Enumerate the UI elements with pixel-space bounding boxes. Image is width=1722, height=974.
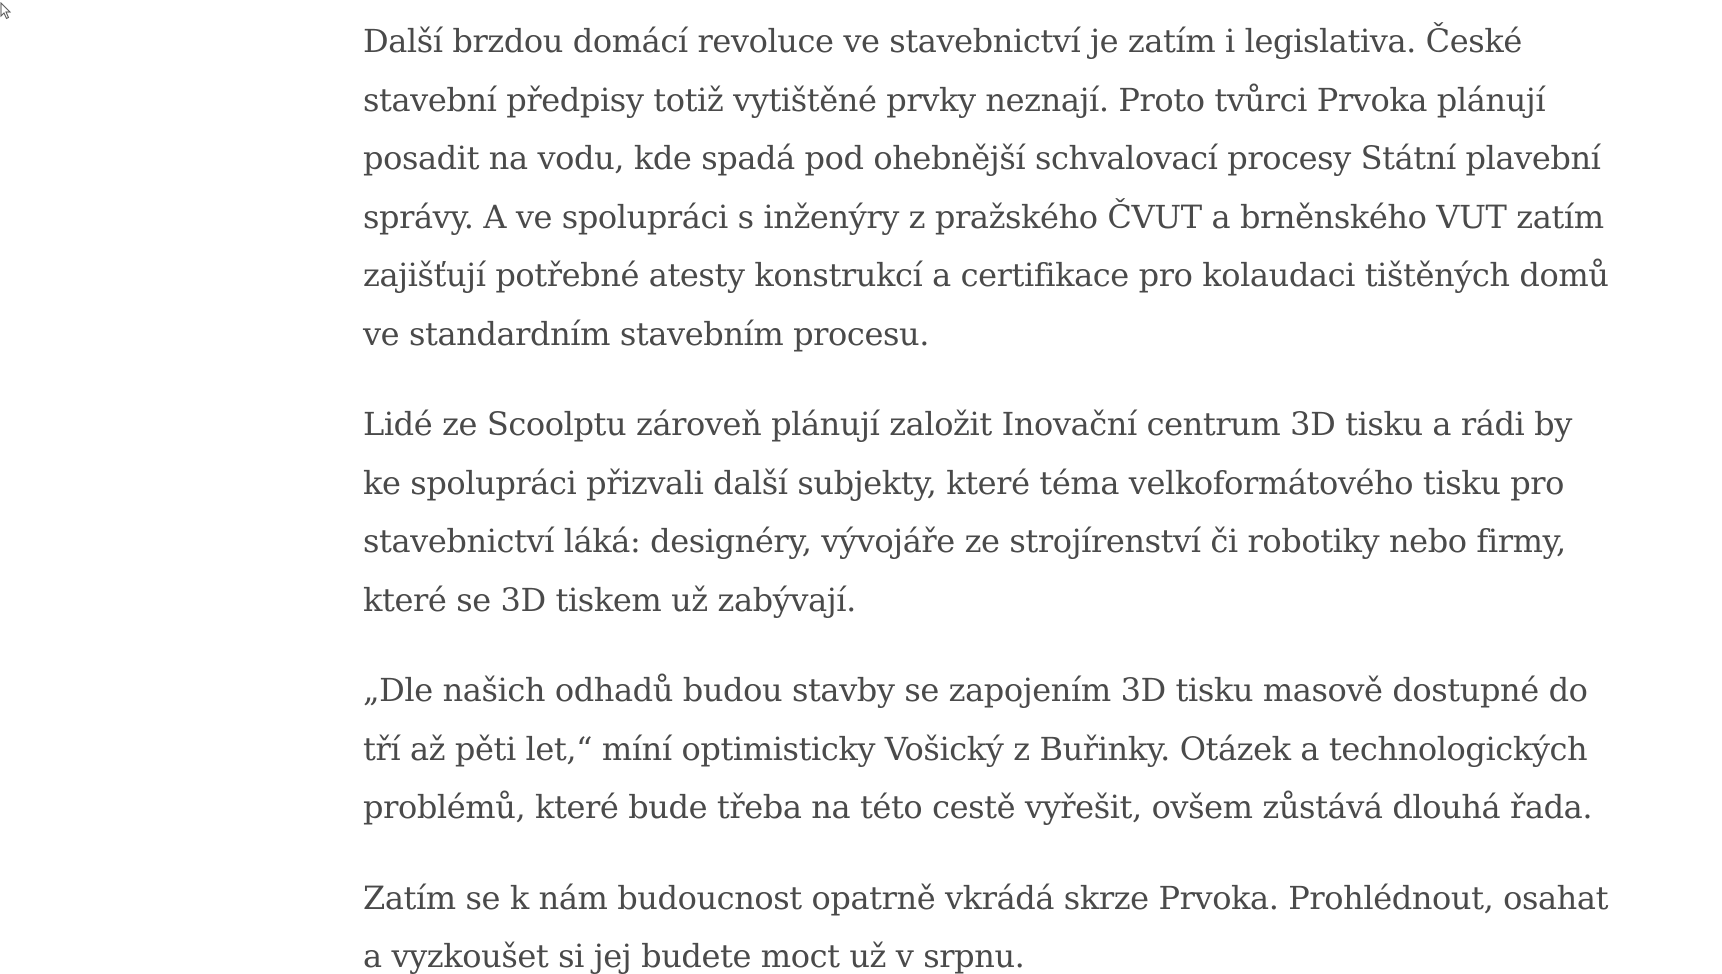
- paragraph-legislation: [363, 12, 1663, 363]
- paragraph-conclusion: [363, 869, 1663, 974]
- text-line: stavební předpisy totiž vytištěné prvky neznají. Proto tvůrci Prvoka plánují: [363, 80, 1546, 119]
- text-line: ve standardním stavebním procesu.: [363, 314, 929, 353]
- text-line: Další brzdou domácí revoluce ve stavebnictví je zatím i legislativa. České: [363, 22, 1522, 60]
- text-line: Zatím se k nám budoucnost opatrně vkrádá skrze Prvoka. Prohlédnout, osahat: [363, 878, 1609, 917]
- text-line: Lidé ze Scoolptu zároveň plánují založit Inovační centrum 3D tisku a rádi by: [363, 405, 1572, 443]
- text-line: které se 3D tiskem už zabývají.: [363, 580, 856, 619]
- text-line: zajišťují potřebné atesty konstrukcí a certifikace pro kolaudaci tištěných domů: [363, 256, 1609, 294]
- mouse-pointer-icon: [0, 2, 12, 20]
- text-line: správy. A ve spolupráci s inženýry z pražského ČVUT a brněnského VUT zatím: [363, 197, 1604, 236]
- text-line: problémů, které bude třeba na této cestě vyřešit, ovšem zůstává dlouhá řada.: [363, 788, 1593, 826]
- paragraph-innovation-center: [363, 395, 1663, 629]
- text-line: tří až pěti let,“ míní optimisticky Vošický z Buřinky. Otázek a technologických: [363, 729, 1588, 768]
- text-line: a vyzkoušet si jej budete moct už v srpnu.: [363, 937, 1025, 974]
- text-line: stavebnictví láká: designéry, vývojáře ze strojírenství či robotiky nebo firmy,: [363, 522, 1566, 560]
- text-line: ke spolupráci přizvali další subjekty, které téma velkoformátového tisku pro: [363, 463, 1565, 502]
- text-line: posadit na vodu, kde spadá pod ohebnější schvalovací procesy Státní plavební: [363, 139, 1601, 177]
- article-body: [363, 12, 1663, 974]
- paragraph-quote: [363, 661, 1663, 837]
- text-line: „Dle našich odhadů budou stavby se zapojením 3D tisku masově dostupné do: [363, 671, 1588, 709]
